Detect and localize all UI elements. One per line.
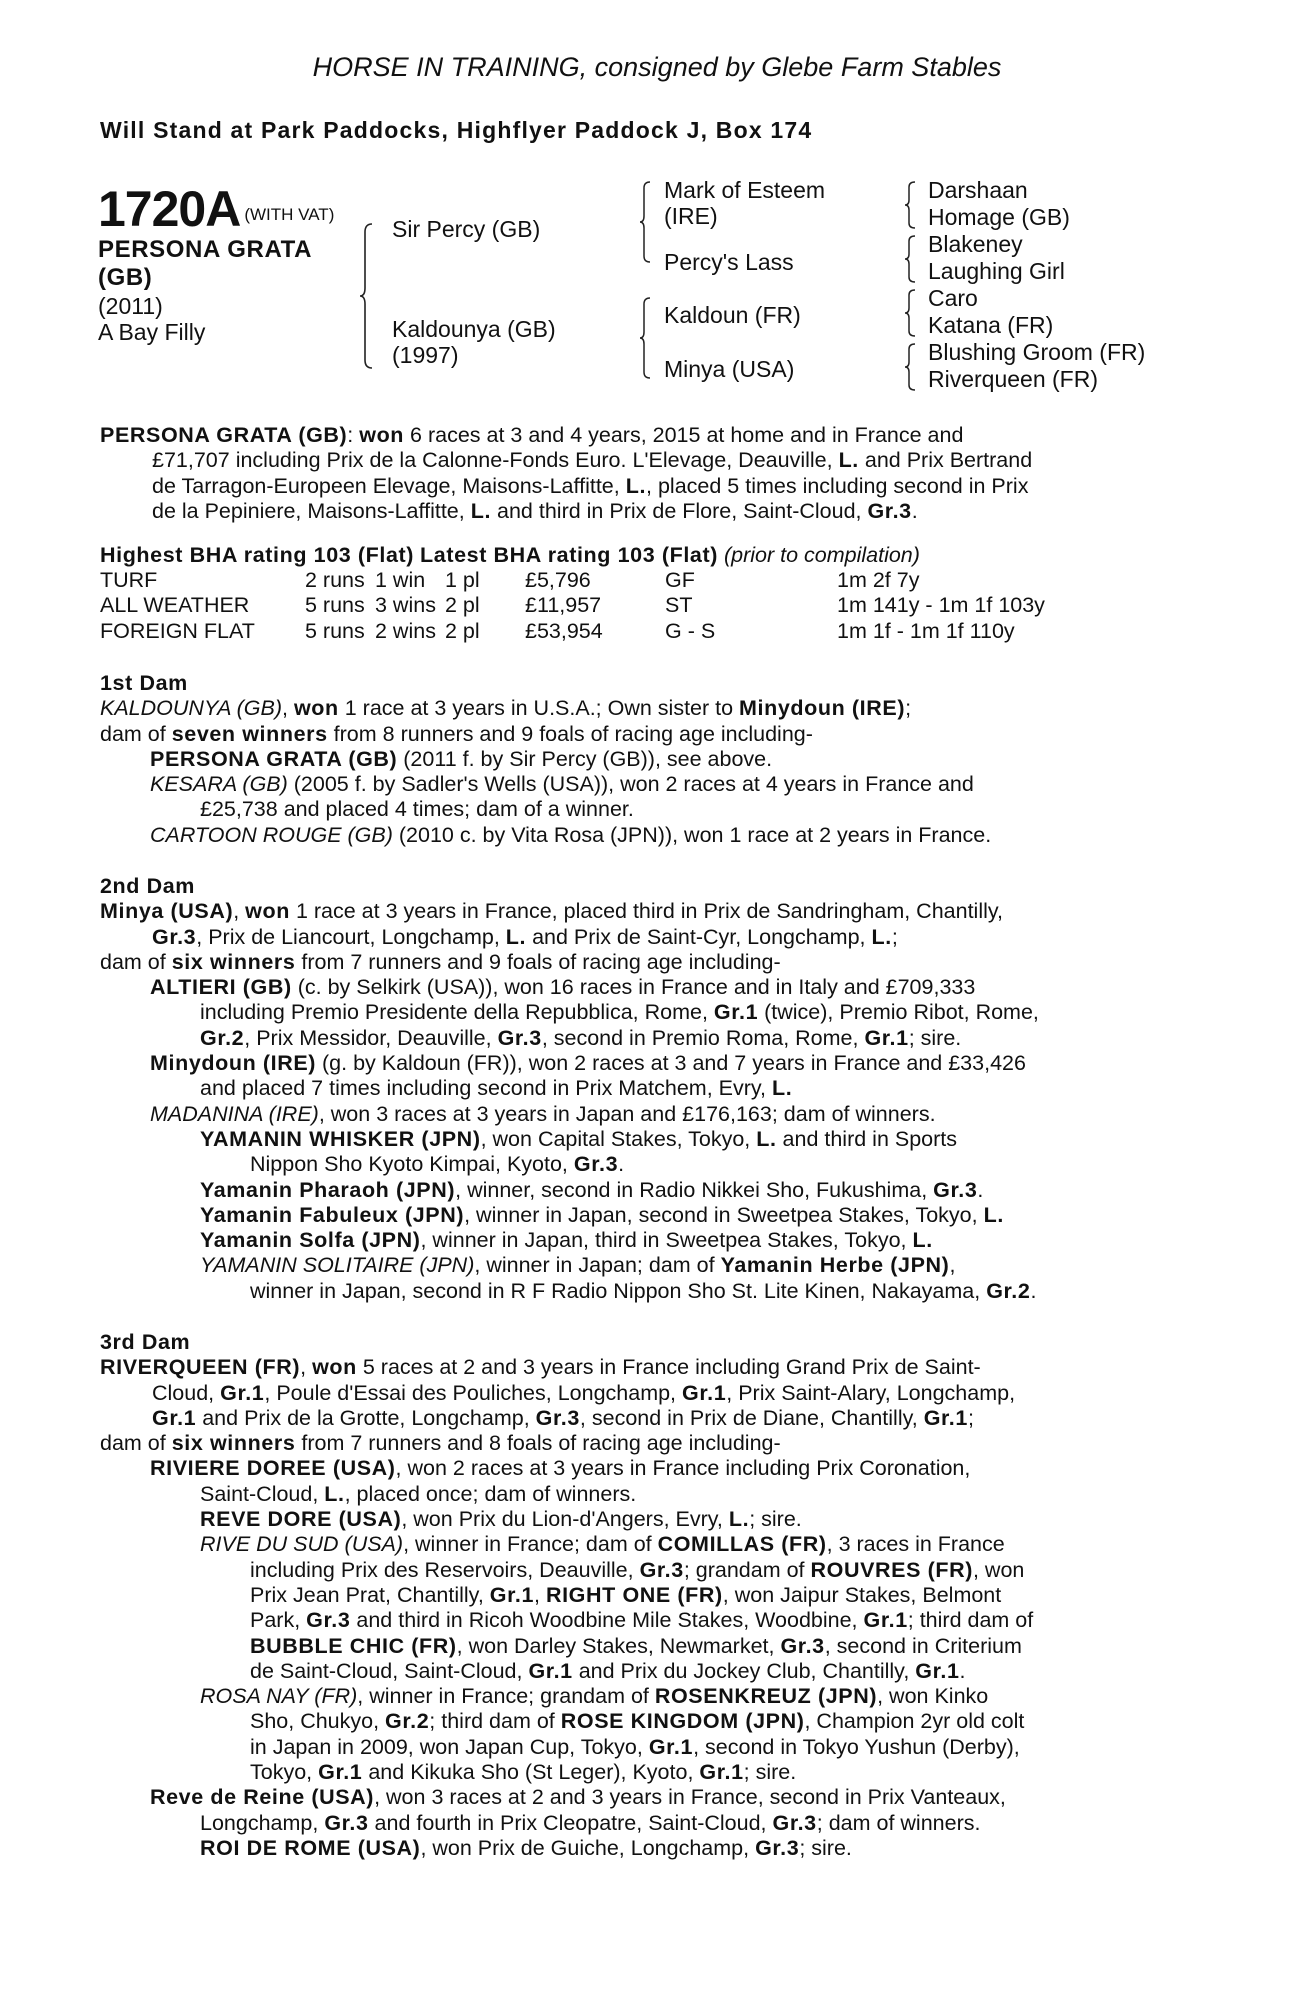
rating-cell-type: TURF: [100, 568, 158, 592]
rosa-line-1: [100, 1684, 1198, 1709]
race-grade: L.: [912, 1228, 933, 1253]
page-title: HORSE IN TRAINING, consigned by Glebe Farm Stables: [312, 52, 1002, 82]
race-grade: Gr.1: [864, 1025, 909, 1050]
text: , won: [972, 1557, 1025, 1582]
rating-cell-prize: £5,796: [525, 568, 591, 592]
rating-cell-pl: 2 pl: [445, 618, 480, 643]
horse-name: BUBBLE CHIC (FR): [250, 1633, 457, 1658]
race-grade: Gr.1: [923, 1405, 968, 1430]
text: ; sire.: [743, 1760, 797, 1785]
text: Park,: [250, 1608, 307, 1633]
text: ;: [967, 1405, 974, 1430]
record-text: £71,707 including Prix de la Calonne-Fonds Euro. L'Elevage, Deauville,: [152, 448, 833, 473]
horse-name: Yamanin Solfa (JPN): [200, 1228, 421, 1253]
text: dam of: [100, 949, 172, 974]
rating-row: [100, 568, 1045, 593]
text: , won Prix de Guiche, Longchamp,: [420, 1835, 756, 1860]
dam-name: KALDOUNYA (GB): [100, 696, 282, 721]
rosa-line-3: [100, 1735, 1198, 1760]
text: Tokyo,: [250, 1760, 319, 1785]
text: Longchamp,: [200, 1810, 325, 1835]
race-grade: Gr.3: [755, 1835, 800, 1860]
horse-name: RIVIERE DOREE (USA): [150, 1456, 396, 1481]
race-grade: Gr.2: [986, 1278, 1031, 1303]
minydoun-line-2: [100, 1076, 1198, 1101]
text: .: [977, 1177, 984, 1202]
text: ,: [300, 1355, 313, 1380]
text: and third in Sports: [776, 1126, 958, 1151]
madanina-line: [100, 1102, 1198, 1127]
whisker-line-1: [100, 1127, 1198, 1152]
race-grade: Gr.3: [535, 1405, 580, 1430]
rating-cell-prize: £11,957: [525, 593, 602, 618]
text: Sho, Chukyo,: [250, 1709, 386, 1734]
record-text: de Tarragon-Europeen Elevage, Maisons-Laffitte,: [152, 473, 620, 498]
rating-cell-runs: 5 runs: [305, 593, 365, 618]
horse-name: MADANINA (IRE): [150, 1101, 319, 1126]
lot-number: [98, 182, 334, 242]
text: Nippon Sho Kyoto Kimpai, Kyoto,: [250, 1152, 574, 1177]
race-grade: L.: [838, 448, 859, 473]
racing-record: [100, 423, 1198, 524]
rating-cell-wins: 1 win: [375, 568, 426, 592]
dam3-line-2: [100, 1381, 1198, 1406]
race-grade: Gr.1: [648, 1734, 694, 1759]
race-grade: L.: [756, 1126, 777, 1151]
dam1-line-5: £25,738 and placed 4 times; dam of a winner.: [200, 797, 634, 822]
horse-name: REVE DORE (USA): [200, 1507, 402, 1532]
text: winner in Japan, second in R F Radio Nippon Sho St. Lite Kinen, Nakayama,: [250, 1278, 987, 1303]
dam2-line-3: [100, 950, 1198, 975]
text: ; sire.: [749, 1507, 802, 1532]
altieri-line-2: [100, 1000, 1198, 1025]
record-line-2: [100, 448, 1198, 473]
race-grade: Gr.1: [152, 1405, 197, 1430]
text: , second in Prix de Diane, Chantilly,: [579, 1405, 924, 1430]
stand-location: Will Stand at Park Paddocks, Highflyer Paddock J, Box 174: [100, 117, 813, 143]
race-grade: L.: [728, 1507, 750, 1532]
text: , won Prix du Lion-d'Angers, Evry,: [401, 1507, 729, 1532]
rating-cell-dist: 1m 141y - 1m 1f 103y: [837, 593, 1045, 618]
rating-cell-runs: 5 runs: [305, 618, 365, 643]
record-line-3: [100, 474, 1198, 499]
horse-name: YAMANIN WHISKER (JPN): [200, 1126, 481, 1151]
text: , won 3 races at 2 and 3 years in France, second in Prix Vanteaux,: [374, 1785, 1006, 1810]
race-grade: Gr.1: [915, 1658, 960, 1683]
rive-line-3: [100, 1583, 1198, 1608]
reine-line-1: [100, 1785, 1198, 1810]
rating-cell-runs: 2 runs: [305, 568, 365, 592]
rive-line-5: [100, 1634, 1198, 1659]
dam2-line-2: [100, 925, 1198, 950]
first-dam-section: [100, 671, 1198, 848]
latest-rating: Latest BHA rating 103 (Flat): [420, 543, 718, 567]
whisker-line-2: [100, 1152, 1198, 1177]
section-heading: 3rd Dam: [100, 1330, 191, 1354]
ggp-sdd: Laughing Girl: [928, 258, 1065, 284]
rating-cell-going: GF: [665, 568, 695, 592]
text: , Prix de Liancourt, Longchamp,: [196, 924, 506, 949]
ggp-ddd: Riverqueen (FR): [928, 366, 1098, 392]
race-grade: Gr.1: [220, 1380, 265, 1405]
third-dam-section: [100, 1330, 1198, 1861]
race-grade: Gr.1: [528, 1658, 573, 1683]
solitaire-line-2: [100, 1279, 1198, 1304]
race-grade: Gr.3: [933, 1177, 978, 1202]
roi-line: [100, 1836, 1198, 1861]
rating-cell-pl: 1 pl: [445, 568, 480, 592]
text: .: [618, 1152, 625, 1177]
ratings-table-body: [100, 568, 1045, 644]
horse-name: YAMANIN SOLITAIRE (JPN): [200, 1253, 475, 1278]
pharaoh-line: [100, 1178, 1198, 1203]
text: , Prix Messidor, Deauville,: [244, 1025, 498, 1050]
text: and Prix de Saint-Cyr, Longchamp,: [526, 924, 872, 949]
text: .: [959, 1658, 966, 1683]
text: , second in Tokyo Yushun (Derby),: [693, 1734, 1020, 1759]
dam-name: RIVERQUEEN (FR): [100, 1355, 301, 1380]
text: ; grandam of: [683, 1557, 811, 1582]
horse-year: (2011): [98, 293, 163, 319]
horse-name: ROI DE ROME (USA): [200, 1835, 421, 1860]
winner-count: six winners: [171, 949, 296, 974]
rosa-line-2: [100, 1709, 1198, 1734]
race-grade: Gr.2: [385, 1709, 430, 1734]
rating-cell-going: G - S: [665, 618, 716, 643]
text: ;: [905, 696, 912, 721]
horse-name: ROSE KINGDOM (JPN): [560, 1709, 805, 1734]
rating-cell-dist: 1m 2f 7y: [837, 568, 920, 592]
text: de Saint-Cloud, Saint-Cloud,: [250, 1658, 529, 1683]
record-text: , placed 5 times including second in Prix: [646, 473, 1029, 498]
text: ;: [891, 924, 898, 949]
race-grade: L.: [772, 1076, 793, 1101]
horse-description: A Bay Filly: [98, 319, 206, 345]
text: dam of: [100, 1431, 172, 1456]
rating-cell-dist: 1m 1f - 1m 1f 110y: [837, 618, 1015, 643]
solitaire-line-1: [100, 1253, 1198, 1278]
text: , winner in Japan, third in Sweetpea Stakes, Tokyo,: [420, 1228, 913, 1253]
race-grade: L.: [324, 1481, 345, 1506]
text: , second in Premio Roma, Rome,: [541, 1025, 865, 1050]
text: 5 races at 2 and 3 years in France including Grand Prix de Saint-: [356, 1355, 981, 1380]
ggp-dds: Blushing Groom (FR): [928, 339, 1146, 365]
text: ; sire.: [799, 1835, 852, 1860]
text: , Champion 2yr old colt: [804, 1709, 1025, 1734]
rating-cell-wins: 3 wins: [375, 593, 436, 618]
race-grade: Gr.3: [639, 1557, 684, 1582]
rive-line-6: [100, 1659, 1198, 1684]
text: ,: [534, 1582, 546, 1607]
race-grade: Gr.1: [489, 1582, 535, 1607]
won-label: won: [293, 696, 339, 721]
race-grade: Gr.1: [318, 1760, 363, 1785]
race-grade: L.: [505, 924, 527, 949]
second-dam-section: [100, 874, 1198, 1304]
dam-year: (1997): [392, 342, 459, 368]
dam-sire: Kaldoun (FR): [664, 302, 801, 328]
horse-name: ALTIERI (GB): [150, 975, 292, 1000]
text: , second in Criterium: [824, 1633, 1022, 1658]
text: and fourth in Prix Cleopatre, Saint-Cloud,: [368, 1810, 773, 1835]
text: from 7 runners and 9 foals of racing age including-: [295, 949, 781, 974]
dam-name: Kaldounya (GB): [392, 316, 556, 342]
won-label: won: [312, 1355, 357, 1380]
horse-name: ROSA NAY (FR): [200, 1684, 358, 1709]
ggp-dsd: Katana (FR): [928, 312, 1054, 338]
race-grade: Gr.3: [772, 1810, 817, 1835]
ratings-heading: [100, 543, 1198, 568]
race-grade: Gr.1: [713, 1000, 759, 1025]
text: and third in Ricoh Woodbine Mile Stakes, Woodbine,: [350, 1608, 864, 1633]
text: , won Capital Stakes, Tokyo,: [480, 1126, 757, 1151]
rive-line-4: [100, 1608, 1198, 1633]
text: , winner, second in Radio Nikkei Sho, Fukushima,: [455, 1177, 934, 1202]
text: dam of: [100, 721, 172, 746]
text: (g. by Kaldoun (FR)), won 2 races at 3 and 7 years in France and £33,426: [316, 1051, 1026, 1076]
horse-name: Yamanin Fabuleux (JPN): [200, 1202, 465, 1227]
record-line-1: PERSONA GRATA (GB): won 6 races at 3 and 4 years, 2015 at home and in France and: [100, 423, 964, 447]
dam-parents-brace: [640, 296, 652, 380]
text: 1 race at 3 years in U.S.A.; Own sister to: [338, 696, 740, 721]
record-text: and Prix Bertrand: [864, 448, 1033, 473]
race-grade: Gr.3: [573, 1152, 619, 1177]
reine-line-2: [100, 1811, 1198, 1836]
dam1-line-6: [100, 823, 1198, 848]
dam-dam: Minya (USA): [664, 356, 795, 382]
highest-rating: Highest BHA rating 103 (Flat): [100, 543, 415, 567]
horse-name: Reve de Reine (USA): [150, 1785, 375, 1810]
rating-note: (prior to compilation): [723, 543, 920, 567]
horse-name: CARTOON ROUGE (GB): [150, 822, 393, 847]
race-grade: Gr.3: [306, 1608, 351, 1633]
rive-line-2: [100, 1558, 1198, 1583]
text: , won Jaipur Stakes, Belmont: [722, 1582, 1002, 1607]
text: (2010 c. by Vita Rosa (JPN)), won 1 race at 2 years in France.: [392, 822, 992, 847]
horse-name: Minydoun (IRE): [739, 696, 906, 721]
text: , won 3 races at 3 years in Japan and £176,163; dam of winners.: [318, 1101, 936, 1126]
race-grade: Gr.1: [682, 1380, 727, 1405]
text: ; third dam of: [429, 1709, 561, 1734]
race-grade: Gr.3: [152, 924, 197, 949]
text: Prix Jean Prat, Chantilly,: [250, 1582, 490, 1607]
rive-line-1: [100, 1532, 1198, 1557]
vat-label: (WITH VAT): [244, 205, 335, 224]
race-grade: Gr.3: [324, 1810, 369, 1835]
dam1-line-2: [100, 722, 1198, 747]
brace-ggp-1: [905, 180, 917, 230]
horse-name: ROSENKREUZ (JPN): [654, 1684, 878, 1709]
race-grade: L.: [625, 473, 647, 498]
rating-row: [100, 593, 1045, 618]
ggp-sds: Blakeney: [928, 231, 1023, 257]
horse-name-bold: PERSONA GRATA (GB): [100, 423, 348, 447]
ratings-table: [100, 568, 1045, 644]
text: and Kikuka Sho (St Leger), Kyoto,: [362, 1760, 700, 1785]
text: , winner in Japan, second in Sweetpea Stakes, Tokyo,: [464, 1202, 984, 1227]
horse-name-line1: PERSONA GRATA: [98, 236, 313, 263]
solfa-line: [100, 1228, 1198, 1253]
race-grade: L.: [871, 924, 892, 949]
text: , won Darley Stakes, Newmarket,: [456, 1633, 781, 1658]
section-heading: 2nd Dam: [100, 874, 195, 898]
fabuleux-line: [100, 1203, 1198, 1228]
text: (2011 f. by Sir Percy (GB)), see above.: [397, 746, 773, 771]
text: including Premio Presidente della Repubblica, Rome,: [200, 1000, 714, 1025]
text: , Poule d'Essai des Pouliches, Longchamp,: [264, 1380, 683, 1405]
won-label: won: [245, 899, 290, 924]
winner-count: seven winners: [171, 721, 328, 746]
text: .: [1030, 1278, 1037, 1303]
riviere-line-2: [100, 1482, 1198, 1507]
brace-ggp-2: [905, 234, 917, 284]
record-text: and third in Prix de Flore, Saint-Cloud,: [497, 498, 862, 523]
horse-name: Yamanin Herbe (JPN): [720, 1253, 950, 1278]
dam1-line-1: [100, 696, 1198, 721]
rating-cell-wins: 2 wins: [375, 618, 436, 643]
rating-cell-going: ST: [665, 593, 693, 618]
altieri-line-3: [100, 1026, 1198, 1051]
text: and Prix du Jockey Club, Chantilly,: [572, 1658, 916, 1683]
text: ; dam of winners.: [816, 1810, 981, 1835]
horse-name: Minydoun (IRE): [150, 1051, 317, 1076]
sire-dam: Percy's Lass: [664, 249, 794, 275]
dam3-line-3: [100, 1406, 1198, 1431]
text: in Japan in 2009, won Japan Cup, Tokyo,: [250, 1734, 649, 1759]
text: , winner in France; grandam of: [357, 1684, 655, 1709]
brace-ggp-3: [905, 288, 917, 338]
sire-sire-line1: Mark of Esteem: [664, 177, 826, 203]
text: , Prix Saint-Alary, Longchamp,: [726, 1380, 1016, 1405]
text: including Prix des Reservoirs, Deauville,: [250, 1557, 640, 1582]
dam3-line-4: [100, 1431, 1198, 1456]
reve-dore-line: [100, 1507, 1198, 1532]
horse-name: KESARA (GB): [150, 772, 288, 797]
lot-number-text: 1720A: [98, 181, 241, 237]
text: , 3 races in France: [826, 1532, 1005, 1557]
race-grade: Gr.2: [200, 1025, 245, 1050]
text: , winner in Japan; dam of: [474, 1253, 721, 1278]
riviere-line-1: [100, 1456, 1198, 1481]
horse-name: PERSONA GRATA (GB): [150, 746, 398, 771]
race-grade: Gr.3: [867, 498, 912, 523]
text: , won 2 races at 3 years in France including Prix Coronation,: [395, 1456, 971, 1481]
race-grade: L.: [470, 498, 492, 523]
text: ,: [282, 696, 294, 721]
text: (2005 f. by Sadler's Wells (USA)), won 2 races at 4 years in France and: [287, 772, 974, 797]
text: 1 race at 3 years in France, placed third in Prix de Sandringham, Chantilly,: [289, 899, 1004, 924]
winner-count: six winners: [171, 1431, 296, 1456]
altieri-line-1: [100, 975, 1198, 1000]
rating-row: [100, 619, 1045, 644]
race-grade: Gr.3: [497, 1025, 542, 1050]
text: (c. by Selkirk (USA)), won 16 races in France and in Italy and £709,333: [291, 975, 976, 1000]
sire-dam-brace: [360, 222, 374, 370]
dam2-line-1: Minya (USA), won 1 race at 3 years in France, placed third in Prix de Sandringham, Chantilly,: [100, 899, 1004, 924]
sire-name: Sir Percy (GB): [392, 216, 541, 242]
race-grade: L.: [983, 1202, 1004, 1227]
text: and placed 7 times including second in Prix Matchem, Evry,: [200, 1076, 773, 1101]
dam-name: Minya (USA): [100, 899, 234, 924]
text: , won Kinko: [877, 1684, 989, 1709]
rating-cell-type: FOREIGN FLAT: [100, 618, 255, 643]
ggp-ssd: Homage (GB): [928, 204, 1070, 230]
rating-cell-prize: £53,954: [525, 618, 603, 643]
rosa-line-4: [100, 1760, 1198, 1785]
text: ; third dam of: [907, 1608, 1034, 1633]
brace-ggp-4: [905, 342, 917, 392]
dam3-line-1: [100, 1355, 1198, 1380]
record-line-4: [100, 499, 1198, 524]
text: (twice), Premio Ribot, Rome,: [758, 1000, 1039, 1025]
text: , winner in France; dam of: [403, 1532, 658, 1557]
section-heading: 1st Dam: [100, 671, 188, 695]
text: and Prix de la Grotte, Longchamp,: [196, 1405, 536, 1430]
horse-name: RIGHT ONE (FR): [545, 1582, 723, 1607]
horse-name: COMILLAS (FR): [657, 1532, 827, 1557]
horse-name-line2: (GB): [98, 264, 153, 291]
minydoun-line-1: [100, 1051, 1198, 1076]
horse-name: Yamanin Pharaoh (JPN): [200, 1177, 456, 1202]
race-grade: Gr.1: [863, 1608, 908, 1633]
text: , placed once; dam of winners.: [344, 1481, 637, 1506]
text: from 7 runners and 8 foals of racing age including-: [295, 1431, 781, 1456]
text: Cloud,: [152, 1380, 221, 1405]
text: ; sire.: [908, 1025, 962, 1050]
race-grade: Gr.1: [699, 1760, 744, 1785]
dam1-line-4: [100, 772, 1198, 797]
ggp-dss: Caro: [928, 285, 978, 311]
sire-sire-line2: (IRE): [664, 203, 718, 229]
text: ,: [949, 1253, 956, 1278]
record-text: .: [911, 498, 918, 523]
record-text: de la Pepiniere, Maisons-Laffitte,: [152, 498, 465, 523]
won-label: won: [359, 423, 405, 447]
dam1-line-3: [100, 747, 1198, 772]
ggp-sss: Darshaan: [928, 177, 1028, 203]
horse-name: RIVE DU SUD (USA): [200, 1532, 404, 1557]
horse-name: ROUVRES (FR): [810, 1557, 973, 1582]
text: from 8 runners and 9 foals of racing age including-: [327, 721, 813, 746]
rating-cell-pl: 2 pl: [445, 593, 480, 618]
rating-cell-type: ALL WEATHER: [100, 593, 250, 618]
race-grade: Gr.3: [780, 1633, 825, 1658]
sire-parents-brace: [640, 180, 652, 264]
record-text: 6 races at 3 and 4 years, 2015 at home and in France and: [410, 423, 964, 447]
text: Saint-Cloud,: [200, 1481, 325, 1506]
